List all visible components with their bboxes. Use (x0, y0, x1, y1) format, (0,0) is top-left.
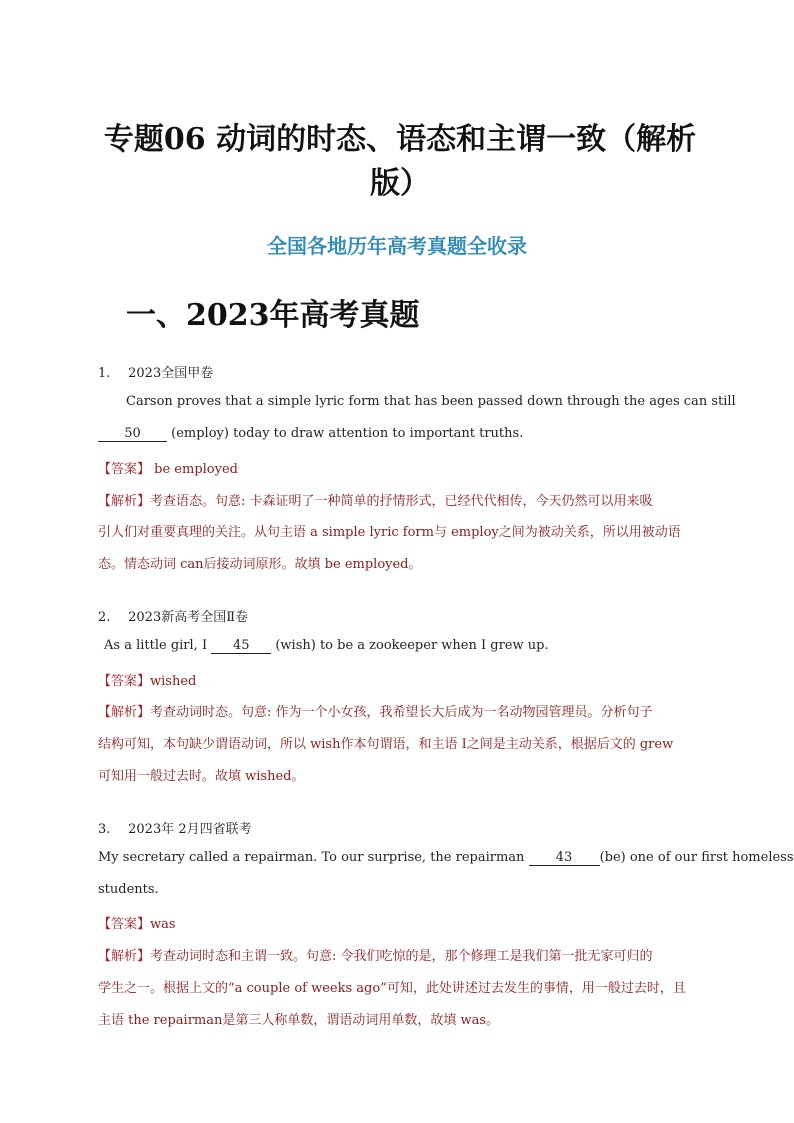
item-3-analysis-line-2: 学生之一。根据上文的“a couple of weeks ago”可知，此处讲述过去发生的事情，用一般过去时，且 (98, 981, 686, 996)
item-2-analysis-line-3: 可知用一般过去时。故填 wished。 (98, 769, 305, 784)
item-1-answer (98, 458, 238, 477)
item-2-analysis-line-2: 结构可知，本句缺少谓语动词，所以 wish作本句谓语，和主语 I之间是主动关系，根据后文的 grew (98, 737, 674, 752)
title-line-1: 专题06 动词的时态、语态和主谓一致（解析 (103, 122, 697, 157)
answer-label: 【答案】 (98, 674, 151, 689)
item-1-number: 1. (98, 366, 111, 381)
item-2-question: As a little girl, I 45 (wish) to be a zookeeper when I grew up. (104, 638, 549, 653)
item-1-source: 2023全国甲卷 (128, 366, 214, 381)
item-2-source: 2023新高考全国Ⅱ卷 (128, 610, 249, 625)
item-3-header (98, 818, 252, 837)
answer-label: 【答案】 (98, 917, 151, 932)
item-2-blank: 45 (211, 638, 271, 654)
item-1-header (98, 362, 213, 381)
item-3-analysis-line-1: 【解析】考查动词时态和主谓一致。句意: 令我们吃惊的是，那个修理工是我们第一批无家可归的 (98, 949, 653, 964)
item-1-answer-text: be employed (150, 462, 238, 477)
subtitle: 全国各地历年高考真题全收录 (267, 234, 527, 258)
item-3-number: 3. (98, 822, 111, 837)
item-2-header (98, 606, 248, 625)
analysis-label: 【解析】 (98, 949, 151, 964)
item-1-analysis-line-3: 态。情态动词 can后接动词原形。故填 be employed。 (98, 557, 422, 572)
section-heading: 一、2023年高考真题 (126, 298, 420, 333)
item-3-question-line-1: My secretary called a repairman. To our surprise, the repairman 43 (be) one of our first homeless (98, 850, 794, 865)
item-2-number: 2. (98, 610, 111, 625)
item-1-question-line-1: Carson proves that a simple lyric form that has been passed down through the ages can still (126, 394, 736, 409)
item-1-analysis-line-2: 引人们对重要真理的关注。从句主语 a simple lyric form与 employ之间为被动关系，所以用被动语 (98, 525, 681, 540)
analysis-label: 【解析】 (98, 705, 151, 720)
item-3-source: 2023年 2月四省联考 (128, 822, 252, 837)
item-3-blank: 43 (529, 850, 600, 866)
item-1-analysis-line-1: 【解析】考查语态。句意: 卡森证明了一种简单的抒情形式，已经代代相传，今天仍然可以用来吸 (98, 494, 653, 509)
document-title (100, 118, 700, 206)
item-3-answer-text: was (150, 917, 176, 932)
item-2-answer (98, 670, 196, 689)
item-2-answer-text: wished (150, 674, 197, 689)
item-1-question-tail: (employ) today to draw attention to important truths. (167, 426, 524, 441)
analysis-label: 【解析】 (98, 494, 151, 509)
item-1-blank: 50 (98, 426, 167, 442)
item-1-question-line-2 (98, 426, 523, 442)
answer-label: 【答案】 (98, 462, 151, 477)
item-3-answer (98, 913, 176, 932)
item-2-analysis-line-1: 【解析】考查动词时态。句意: 作为一个小女孩，我希望长大后成为一名动物园管理员。分析句子 (98, 705, 653, 720)
title-line-2: 版） (370, 166, 430, 201)
item-3-question-line-2: students. (98, 882, 159, 897)
item-3-analysis-line-3: 主语 the repairman是第三人称单数，谓语动词用单数，故填 was。 (98, 1013, 500, 1028)
